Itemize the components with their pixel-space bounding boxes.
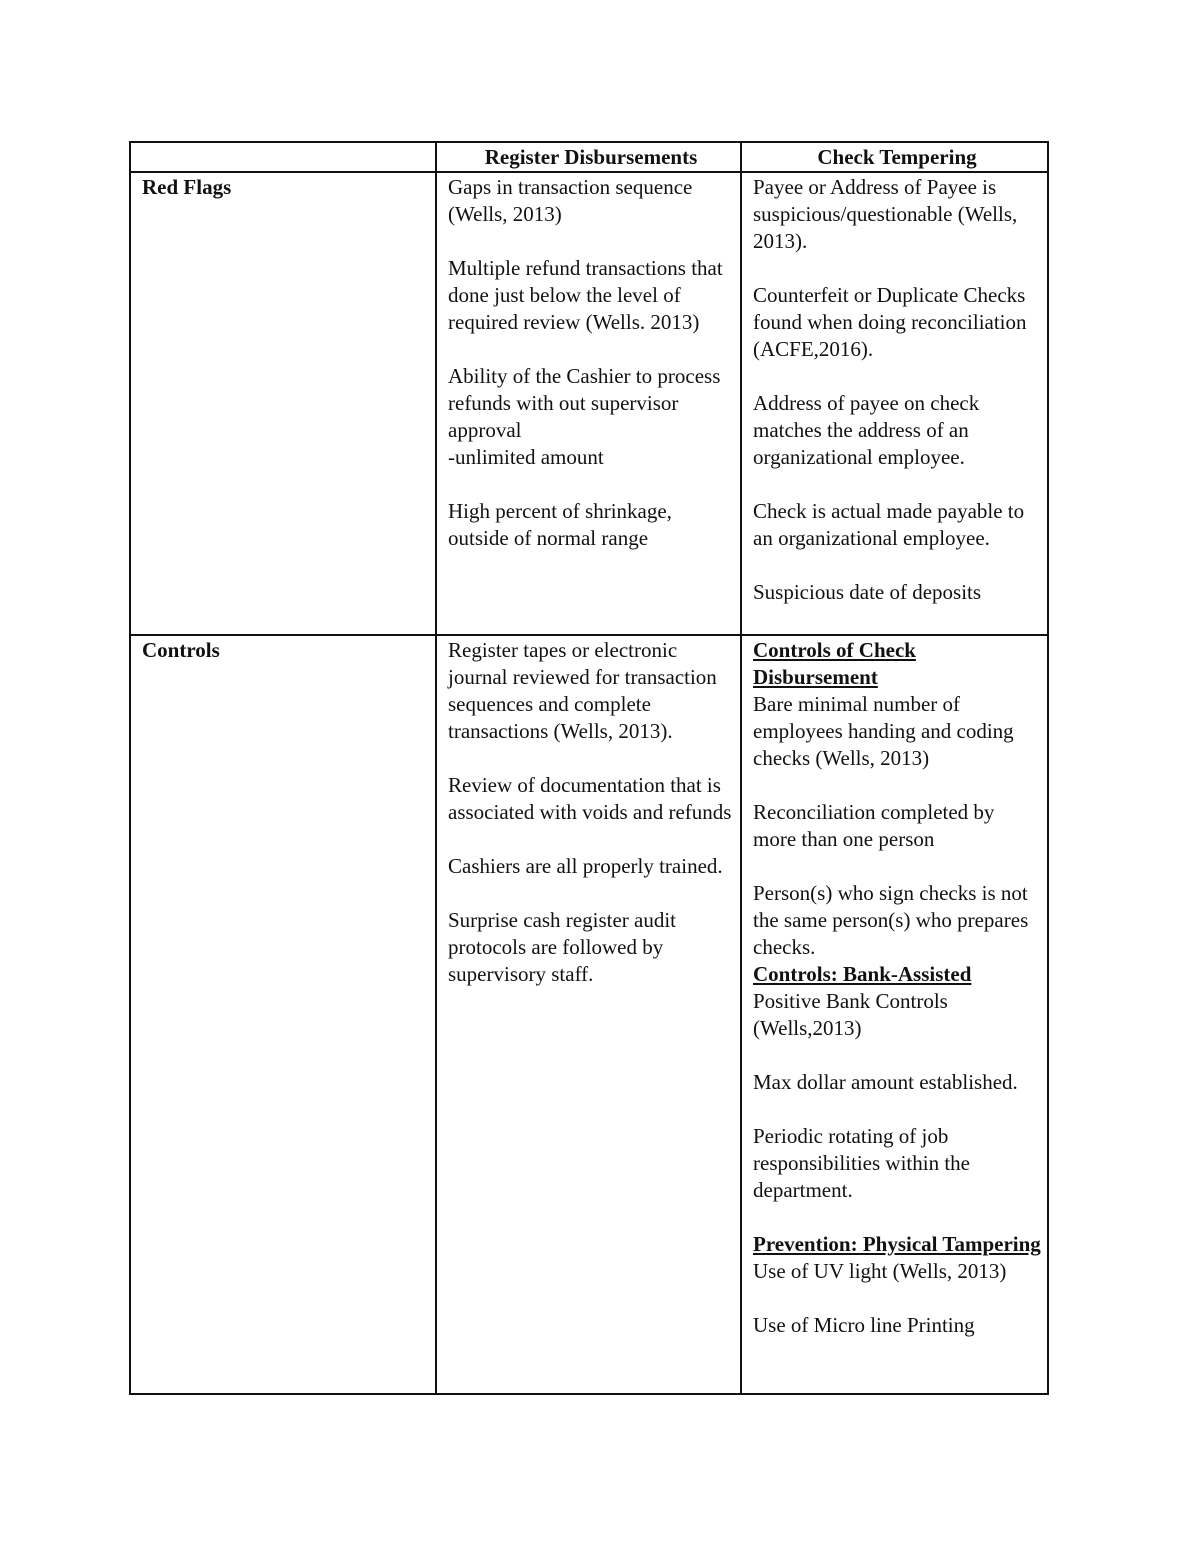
header-register-disbursements: Register Disbursements [436,142,741,172]
list-item: Person(s) who sign checks is not the same person(s) who prepares checks. [753,881,1029,959]
header-cell-empty [130,142,436,172]
list-item: Periodic rotating of job responsibilities within the department. [753,1124,970,1202]
list-item: Review of documentation that is associated with voids and refunds [448,773,732,824]
list-item: Bare minimal number of employees handing and coding checks (Wells, 2013) [753,692,1014,770]
list-item: Positive Bank Controls (Wells,2013) [753,989,948,1040]
controls-register-cell [436,635,741,1394]
list-item: Use of Micro line Printing [753,1313,975,1337]
list-item: Payee or Address of Payee is suspicious/questionable (Wells, 2013). [753,175,1018,253]
list-item: High percent of shrinkage, outside of normal range [448,499,672,550]
list-item-text: Ability of the Cashier to process refunds with out supervisor approval -unlimited amount [448,364,721,469]
sub-heading-bank-assisted: Controls: Bank-Assisted [753,962,972,986]
list-item: Max dollar amount established. [753,1070,1018,1094]
list-item: Check is actual made payable to an organizational employee. [753,499,1025,550]
list-item: Reconciliation completed by more than one person [753,800,995,851]
red-flags-check-cell [741,172,1048,635]
sub-heading-check-disbursement: Controls of Check Disbursement [753,638,916,689]
list-item: Gaps in transaction sequence (Wells, 2013) [448,175,693,226]
list-item: Cashiers are all properly trained. [448,854,723,878]
list-item: Register tapes or electronic journal reviewed for transaction sequences and complete transactions (Wells, 2013). [448,638,717,743]
table-row-controls [130,635,1048,1394]
row-label-red-flags: Red Flags [130,172,436,635]
controls-check-cell [741,635,1048,1394]
comparison-table [129,141,1049,1395]
list-item: Address of payee on check matches the address of an organizational employee. [753,391,980,469]
row-label-controls: Controls [130,635,436,1394]
sub-heading-physical-tampering: Prevention: Physical Tampering [753,1232,1041,1256]
list-item: Suspicious date of deposits [753,580,982,604]
red-flags-register-cell [436,172,741,635]
list-item [448,363,734,471]
list-item: Multiple refund transactions that done just below the level of required review (Wells. 2013) [448,256,723,334]
header-check-tempering: Check Tempering [741,142,1048,172]
list-item: Counterfeit or Duplicate Checks found when doing reconciliation (ACFE,2016). [753,283,1027,361]
list-item: Use of UV light (Wells, 2013) [753,1259,1007,1283]
table-header-row [130,142,1048,172]
table-row-red-flags [130,172,1048,635]
list-item: Surprise cash register audit protocols are followed by supervisory staff. [448,908,677,986]
